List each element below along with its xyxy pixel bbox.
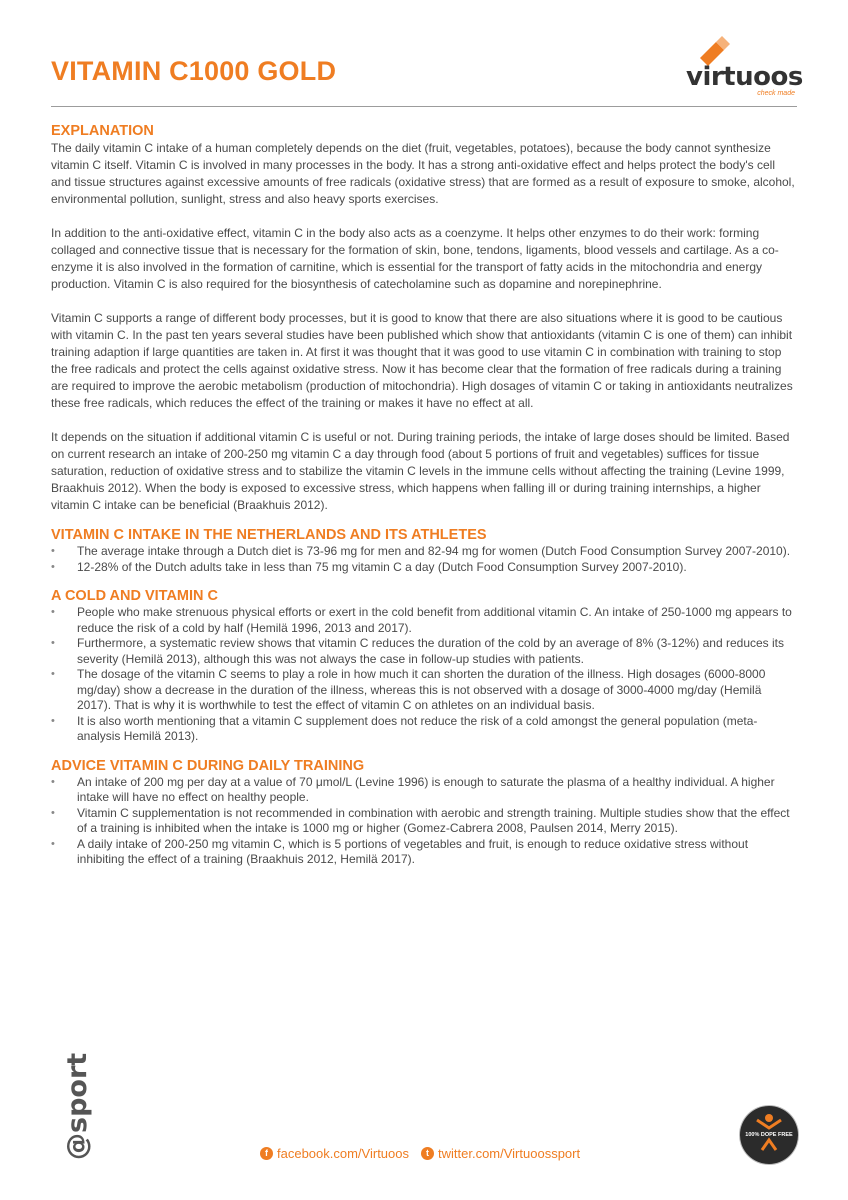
paragraph: The daily vitamin C intake of a human completely depends on the diet (fruit, vegetables, potatoes), because the body cannot synthesize vitamin C itself. Vitamin C is involved in many processes in the body. It has a strong anti-oxidative effect and helps protect the body's cell and tissue structures against excessive amounts of free radicals (oxidative stress) that are formed as a result of exposure to smoke, alcohol, environmental pollution, sunlight, stress and also heavy sports exercises.: [51, 141, 795, 206]
section-heading: A COLD AND VITAMIN C: [51, 588, 219, 604]
paragraph: Vitamin C supports a range of different body processes, but it is good to know that there are also situations where it is good to be cautious with vitamin C. In the past ten years several studies have been published which show that antioxidants (vitamin C is one of them) can inhibit training adaption if large quantities are taken in. At first it was thought that it was good to use vitamin C in combination with training to stop the free radicals and protect the cells against oxidative stress. Now it has become clear that the formation of free radicals during a training are required to improve the aerobic metabolism (production of mitochondria). High dosages of vitamin C or taking in antioxidants neutralizes these free radicals, which reduces the effect of the training or makes it have no effect at all.: [51, 311, 793, 410]
facebook-link[interactable]: facebook.com/Virtuoos: [277, 1146, 409, 1161]
side-label: @sport: [62, 1052, 93, 1160]
paragraph: In addition to the anti-oxidative effect, vitamin C in the body also acts as a coenzyme. It helps other enzymes to do their work: forming collaged and connective tissue that is necessary for the formation of skin, bone, tendons, ligaments, blood vessels and cartilage. As a co-enzyme it is also involved in the formation of carnitine, which is essential for the transport of fatty acids in the mitochondria and energy production. Vitamin C is also required for the biosynthesis of catecholamine such as dopamine and norepinephrine.: [51, 226, 779, 291]
list-item: • Vitamin C supplementation is not recommended in combination with aerobic and strength training. Multiple studies show that the effect of a training is inhibited when the intake is 1000 mg or higher (Gomez-Cabrera 2008, Paulsen 2014, Merry 2015).: [51, 806, 797, 837]
facebook-icon: f: [260, 1147, 273, 1160]
brand-logo: [686, 36, 801, 100]
list-item: • People who make strenuous physical efforts or exert in the cold benefit from additional vitamin C. An intake of 250-1000 mg appears to reduce the risk of a cold by half (Hemilä 1996, 2013 and 2017).: [51, 605, 797, 636]
paragraph: It depends on the situation if additional vitamin C is useful or not. During training periods, the intake of large doses should be limited. Based on current research an intake of 200-250 mg vitamin C a day through food (about 5 portions of fruit and vegetables) suffices for tissue saturation, reduction of oxidative stress and to stabilize the vitamin C levels in the immune cells without affecting the training (Levine 1999, Braakhuis 2012). When the body is exposed to excessive stress, which happens when falling ill or during training internships, a higher vitamin C intake can be beneficial (Braakhuis 2012).: [51, 430, 790, 512]
list-item: • A daily intake of 200-250 mg vitamin C, which is 5 portions of vegetables and fruit, is enough to reduce oxidative stress without inhibiting the effect of a training (Braakhuis 2012, Hemilä 2017).: [51, 837, 797, 868]
twitter-link[interactable]: twitter.com/Virtuoossport: [438, 1146, 581, 1161]
bullet-list: [51, 544, 797, 575]
brand-tagline: check made: [757, 90, 795, 97]
document-body: [51, 122, 797, 868]
footer-links: [260, 1146, 592, 1161]
list-item: • 12-28% of the Dutch adults take in less than 75 mg vitamin C a day (Dutch Food Consumption Survey 2007-2010).: [51, 560, 797, 576]
list-item: • An intake of 200 mg per day at a value of 70 μmol/L (Levine 1996) is enough to saturate the plasma of a healthy individual. A higher intake will have no effect on healthy people.: [51, 775, 797, 806]
badge-label: 100% DOPE FREE: [745, 1132, 793, 1138]
list-item: • Furthermore, a systematic review shows that vitamin C reduces the duration of the cold by an average of 8% (3-12%) and reduces its severity (Hemilä 2013), although this was not always the case in follow-up studies with patients.: [51, 636, 797, 667]
list-item: • The dosage of the vitamin C seems to play a role in how much it can shorten the duration of the illness. High dosages (6000-8000 mg/day) show a decrease in the duration of the illness, whereas this is not observed with a dosage of 3000-4000 mg/day (Hemilä 2017). That is why it is worthwhile to test the effect of vitamin C on athletes on an individual basis.: [51, 667, 797, 714]
section-heading: EXPLANATION: [51, 123, 154, 139]
list-item: • The average intake through a Dutch diet is 73-96 mg for men and 82-94 mg for women (Dutch Food Consumption Survey 2007-2010).: [51, 544, 797, 560]
section-cold: [51, 587, 797, 745]
header-divider: [51, 106, 797, 107]
section-intake-netherlands: [51, 526, 797, 575]
brand-name: virtuoos: [686, 62, 803, 92]
bullet-list: [51, 605, 797, 745]
page-title: VITAMIN C1000 GOLD: [51, 56, 337, 86]
section-explanation: [51, 122, 797, 514]
twitter-icon: t: [421, 1147, 434, 1160]
bullet-list: [51, 775, 797, 868]
section-heading: ADVICE VITAMIN C DURING DAILY TRAINING: [51, 757, 365, 774]
dope-free-badge: [740, 1106, 798, 1164]
section-advice: [51, 757, 797, 868]
section-heading: VITAMIN C INTAKE IN THE NETHERLANDS AND ITS ATHLETES: [51, 527, 487, 543]
list-item: • It is also worth mentioning that a vitamin C supplement does not reduce the risk of a cold amongst the general population (meta-analysis Hemilä 2013).: [51, 714, 797, 745]
